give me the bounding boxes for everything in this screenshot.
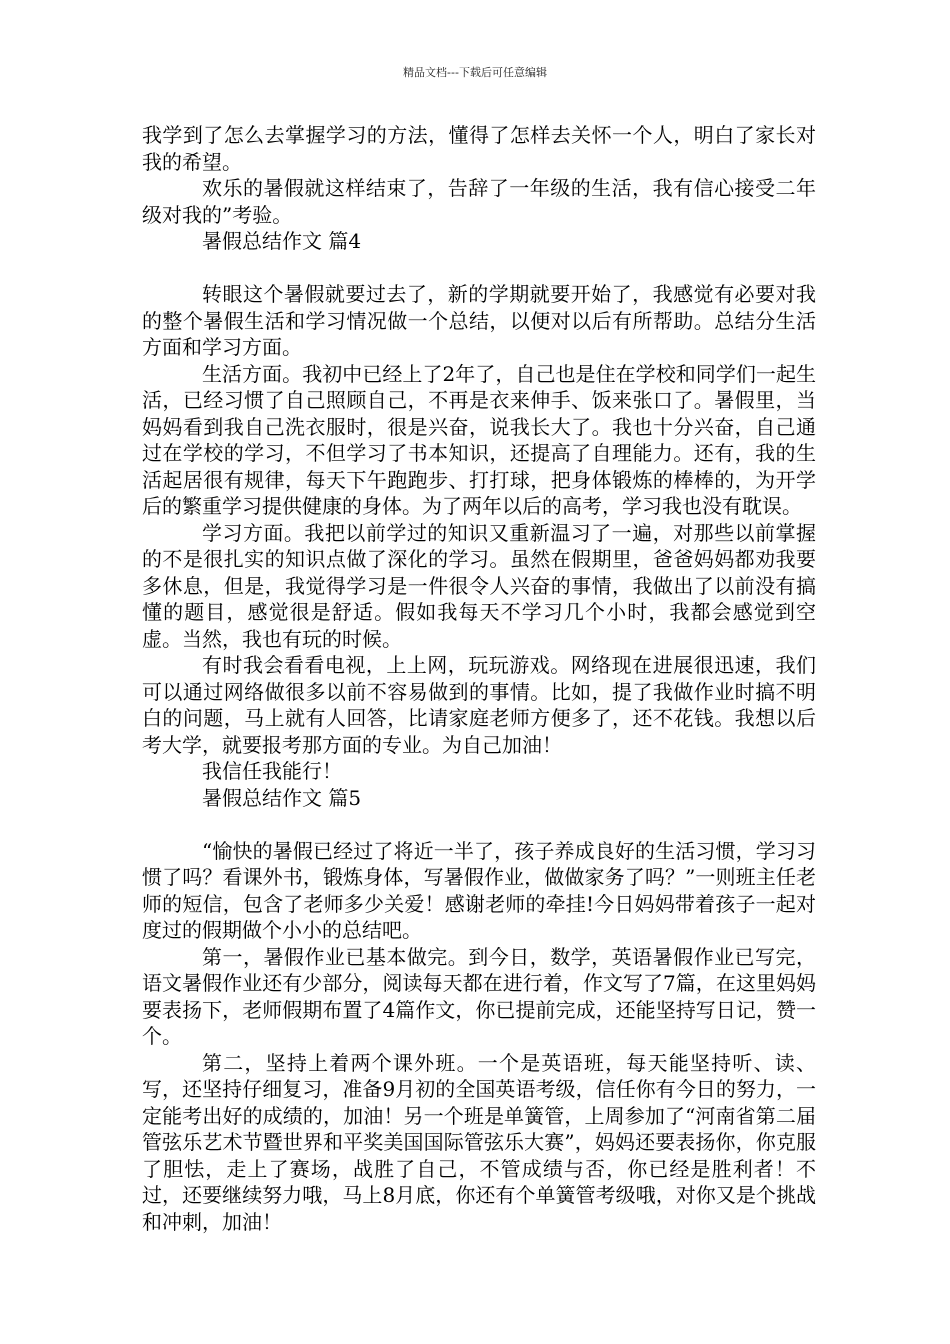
paragraph: 学习方面。我把以前学过的知识又重新温习了一遍，对那些以前掌握的不是很扎实的知识点做了深化的学习。虽然在假期里，爸爸妈妈都劝我要多休息，但是，我觉得学习是一件很令人兴奋的事情，我做出了以前没有搞懂的题目，感觉很是舒适。假如我每天不学习几个小时，我都会感觉到空虚。当然，我也有玩的时候。 xyxy=(142,520,816,651)
section-heading: 暑假总结作文 篇5 xyxy=(202,785,362,810)
paragraph: 生活方面。我初中已经上了2年了，自己也是住在学校和同学们一起生活，已经习惯了自己照顾自己，不再是衣来伸手、饭来张口了。暑假里，当妈妈看到我自己洗衣服时，很是兴奋，说我长大了。我也十分兴奋，自己通过在学校的学习，不但学习了书本知识，还提高了自理能力。还有，我的生活起居很有规律，每天下午跑跑步、打打球，把身体锻炼的棒棒的，为开学后的繁重学习提供健康的身体。为了两年以后的高考，学习我也没有耽误。 xyxy=(142,361,816,518)
blank-line xyxy=(142,255,816,282)
paragraph: 我学到了怎么去掌握学习的方法，懂得了怎样去关怀一个人，明白了家长对我的希望。 xyxy=(142,123,816,174)
page-header: 精品文档---下载后可任意编辑 xyxy=(403,66,547,79)
paragraph: 第二，坚持上着两个课外班。一个是英语班，每天能坚持听、读、写，还坚持仔细复习，准备9月初的全国英语考级，信任你有今日的努力，一定能考出好的成绩的，加油！另一个班是单簧管，上周参加了“河南省第二届管弦乐艺术节暨世界和平奖美国国际管弦乐大赛”，妈妈还要表扬你，你克服了胆怯，走上了赛场，战胜了自己，不管成绩与否，你已经是胜利者！不过，还要继续努力哦，马上8月底，你还有个单簧管考级哦，对你又是个挑战和冲刺，加油！ xyxy=(142,1050,816,1234)
paragraph: 有时我会看看电视，上上网，玩玩游戏。网络现在进展很迅速，我们可以通过网络做很多以前不容易做到的事情。比如，提了我做作业时搞不明白的问题，马上就有人回答，比请家庭老师方便多了，还不花钱。我想以后考大学，就要报考那方面的专业。为自己加油！ xyxy=(142,653,816,757)
paragraph: 转眼这个暑假就要过去了，新的学期就要开始了，我感觉有必要对我的整个暑假生活和学习情况做一个总结，以便对以后有所帮助。总结分生活方面和学习方面。 xyxy=(142,282,816,359)
paragraph: 我信任我能行！ xyxy=(202,759,342,783)
paragraph: “愉快的暑假已经过了将近一半了，孩子养成良好的生活习惯，学习习惯了吗？看课外书，锻炼身体，写暑假作业，做做家务了吗？”一则班主任老师的短信，包含了老师多少关爱！感谢老师的牵挂!今日妈妈带着孩子一起对度过的假期做个小小的总结吧。 xyxy=(142,838,816,942)
document-body xyxy=(142,122,816,1235)
paragraph: 第一，暑假作业已基本做完。到今日，数学，英语暑假作业已写完，语文暑假作业还有少部分，阅读每天都在进行着，作文写了7篇，在这里妈妈要表扬下，老师假期布置了4篇作文，你已提前完成，还能坚持写日记，赞一个。 xyxy=(142,944,816,1048)
section-heading: 暑假总结作文 篇4 xyxy=(202,229,362,253)
paragraph: 欢乐的暑假就这样结束了，告辞了一年级的生活，我有信心接受二年级对我的”考验。 xyxy=(142,176,816,227)
blank-line xyxy=(142,811,816,838)
